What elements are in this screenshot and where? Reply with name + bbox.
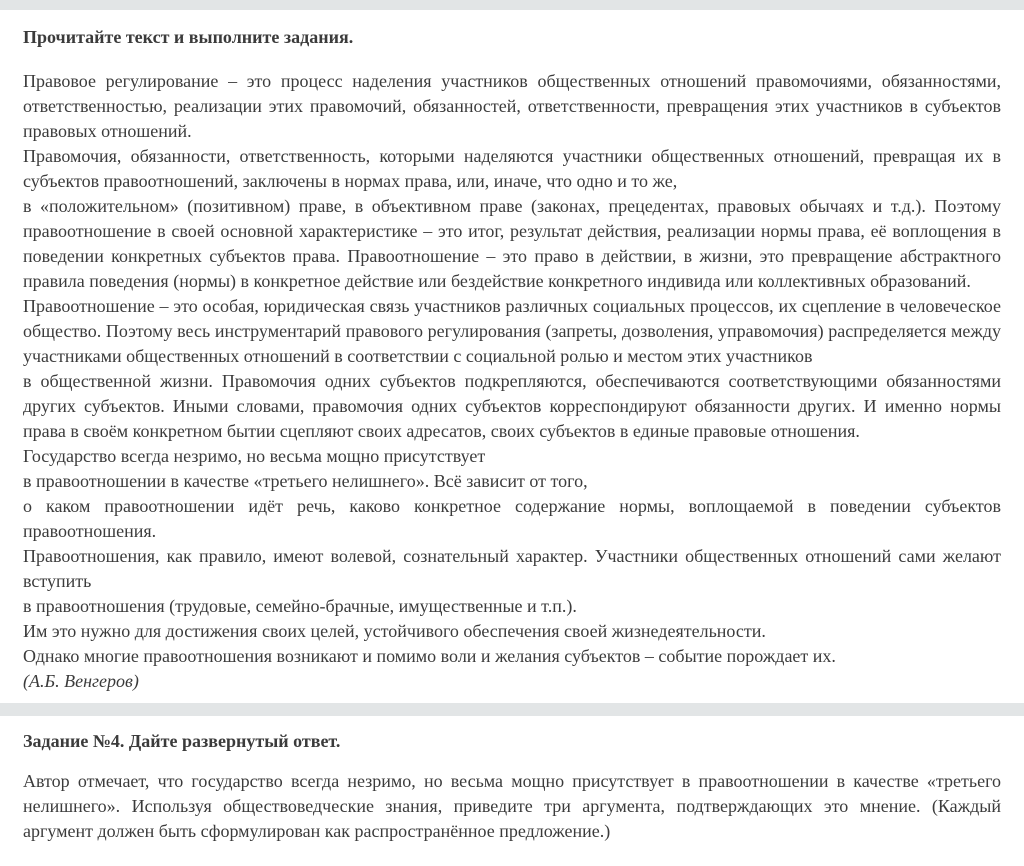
text-paragraph: Им это нужно для достижения своих целей, устойчивого обеспечения своей жизнедеятельности.	[23, 621, 766, 641]
text-paragraph: Правовое регулирование – это процесс наделения участников общественных отношений правомочиями, обязанностями, ответственностью, реализации этих правомочий, обязанностей, ответственности, превращения этих участников в субъектов правовых отношений.	[23, 71, 1001, 141]
text-paragraph: Правомочия, обязанности, ответственность, которыми наделяются участники общественных отношений, превращая их в субъектов правоотношений, заключены в нормах права, или, иначе, что одно и то же,	[23, 146, 1001, 191]
author-attribution: (А.Б. Венгеров)	[23, 671, 139, 691]
section-divider-bar	[0, 703, 1024, 716]
text-paragraph: Государство всегда незримо, но весьма мощно присутствует	[23, 446, 486, 466]
top-divider-bar	[0, 0, 1024, 10]
reading-instruction-heading: Прочитайте текст и выполните задания.	[23, 27, 354, 47]
text-paragraph: в общественной жизни. Правомочия одних субъектов подкрепляются, обеспечиваются соответствующими обязанностями других субъектов. Иными словами, правомочия одних субъектов корреспондируют обязанности других. И именно нормы права в своём конкретном бытии сцепляют своих адресатов, своих субъектов в единые правовые отношения.	[23, 371, 1001, 441]
task-section	[0, 729, 1024, 844]
text-paragraph: Однако многие правоотношения возникают и помимо воли и желания субъектов – событие порождает их.	[23, 646, 836, 666]
text-paragraph: о каком правоотношении идёт речь, каково конкретное содержание нормы, воплощаемой в поведении субъектов правоотношения.	[23, 496, 1001, 541]
reading-section	[0, 25, 1024, 694]
text-paragraph: в правоотношения (трудовые, семейно-брачные, имущественные и т.п.).	[23, 596, 577, 616]
text-paragraph: Правоотношения, как правило, имеют волевой, сознательный характер. Участники общественных отношений сами желают вступить	[23, 546, 1001, 591]
text-paragraph: в правоотношении в качестве «третьего нелишнего». Всё зависит от того,	[23, 471, 588, 491]
text-paragraph: Правоотношение – это особая, юридическая связь участников различных социальных процессов, их сцепление в человеческое общество. Поэтому весь инструментарий правового регулирования (запреты, дозволения, управомочия) распределяется между участниками общественных отношений в соответствии с социальной ролью и местом этих участников	[23, 296, 1001, 366]
task-heading: Задание №4. Дайте развернутый ответ.	[23, 731, 341, 751]
text-paragraph: в «положительном» (позитивном) праве, в объективном праве (законах, прецедентах, правовых обычаях и т.д.). Поэтому правоотношение в своей основной характеристике – это итог, результат действия, реализации нормы права, её воплощения в поведении конкретных субъектов права. Правоотношение – это право в действии, в жизни, это превращение абстрактного правила поведения (нормы) в конкретное действие или бездействие конкретного индивида или коллективных образований.	[23, 196, 1001, 291]
task-paragraph: Автор отмечает, что государство всегда незримо, но весьма мощно присутствует в правоотношении в качестве «третьего нелишнего». Используя обществоведческие знания, приведите три аргумента, подтверждающих это мнение. (Каждый аргумент должен быть сформулирован как распространённое предложение.)	[23, 771, 1001, 841]
